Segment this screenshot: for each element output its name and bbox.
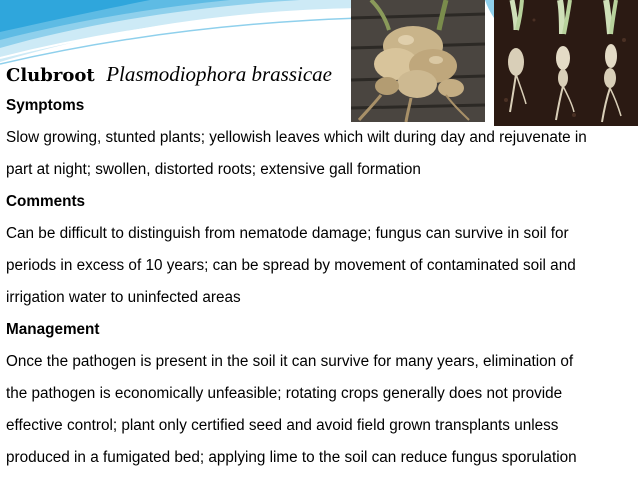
- symptoms-line: part at night; swollen, distorted roots; extensive gall formation: [6, 161, 421, 178]
- title-scientific-name: Plasmodiophora brassicae: [106, 62, 332, 86]
- management-line: effective control; plant only certified seed and avoid field grown transplants unless: [6, 417, 559, 434]
- title-common-name: Clubroot: [6, 65, 95, 86]
- management-line: produced in a fumigated bed; applying lime to the soil can reduce fungus sporulation: [6, 449, 577, 466]
- management-line: the pathogen is economically unfeasible; rotating crops generally does not provide: [6, 385, 563, 402]
- comments-line: periods in excess of 10 years; can be spread by movement of contaminated soil and: [6, 257, 576, 274]
- symptoms-heading: Symptoms: [6, 97, 85, 114]
- symptoms-line: Slow growing, stunted plants; yellowish leaves which wilt during day and rejuvenate in: [6, 129, 587, 146]
- comments-line: Can be difficult to distinguish from nematode damage; fungus can survive in soil for: [6, 225, 569, 242]
- comments-heading: Comments: [6, 193, 86, 210]
- comments-line: irrigation water to uninfected areas: [6, 289, 241, 306]
- slide-title: [6, 60, 332, 90]
- management-heading: Management: [6, 321, 100, 338]
- management-line: Once the pathogen is present in the soil it can survive for many years, elimination of: [6, 353, 574, 370]
